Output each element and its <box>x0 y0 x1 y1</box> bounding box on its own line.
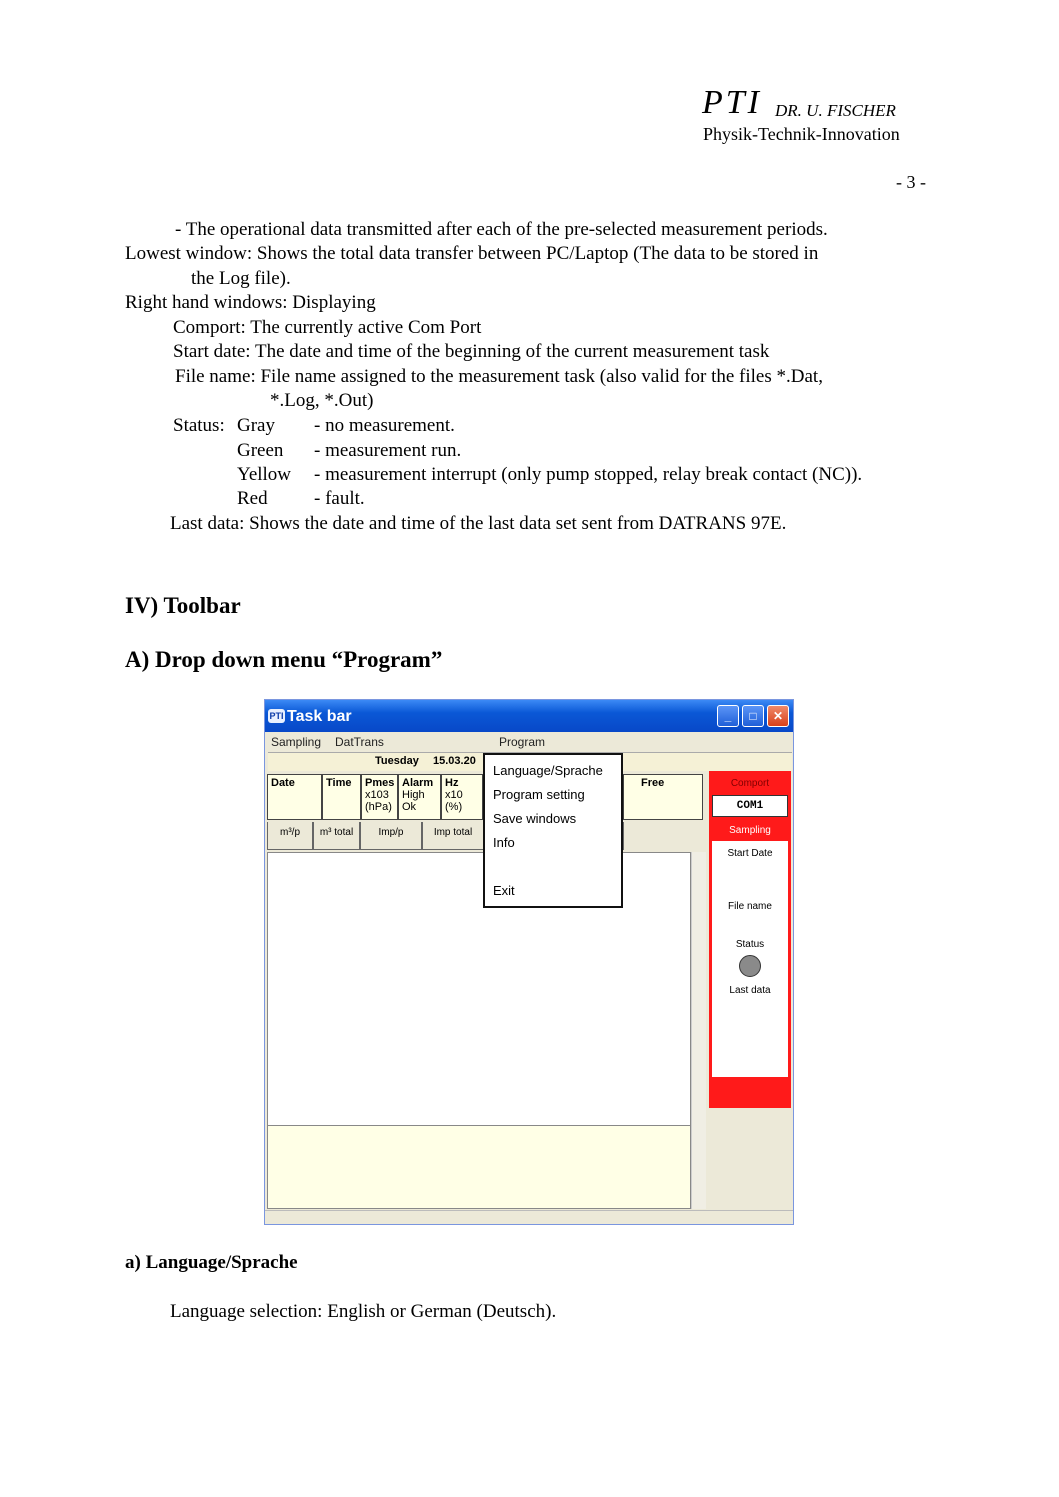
status-desc: - no measurement. <box>314 415 455 436</box>
status-desc: - measurement run. <box>314 440 462 461</box>
maximize-button[interactable]: □ <box>742 705 764 727</box>
section-title: IV) Toolbar <box>125 593 241 618</box>
log-scrollbar[interactable] <box>691 1125 706 1209</box>
status-color: Green <box>237 440 284 461</box>
status-details-box <box>712 841 788 1077</box>
program-dropdown-menu <box>483 753 623 908</box>
menu-item-exit[interactable]: Exit <box>493 883 515 898</box>
menu-bar <box>265 732 793 752</box>
date-day: Tuesday <box>375 755 419 767</box>
menu-item-save-windows[interactable]: Save windows <box>493 811 577 826</box>
subsubsection-title: a) Language/Sprache <box>125 1252 298 1273</box>
column-header-date: Date <box>267 774 322 820</box>
text-line: Lowest window: Shows the total data transfer between PC/Laptop (The data to be stored in <box>125 243 819 264</box>
status-desc: - fault. <box>314 488 365 509</box>
status-led-icon <box>739 955 761 977</box>
text-line: Last data: Shows the date and time of the last data set sent from DATRANS 97E. <box>170 513 787 534</box>
menu-item-language[interactable]: Language/Sprache <box>493 763 603 778</box>
window-title: Task bar <box>287 708 352 725</box>
log-area[interactable] <box>267 1125 691 1209</box>
status-color: Gray <box>237 415 275 436</box>
unit-imp-per-pulse: Imp/p <box>360 822 422 850</box>
status-panel <box>709 771 791 1108</box>
column-header-free: Free <box>623 774 703 820</box>
text-line: - The operational data transmitted after each of the pre-selected measurement periods. <box>175 219 828 240</box>
text-line: the Log file). <box>191 268 291 289</box>
status-label: Status: <box>173 415 225 436</box>
title-bar[interactable] <box>265 700 793 732</box>
menu-program[interactable]: Program <box>499 735 546 749</box>
menu-item-info[interactable]: Info <box>493 835 515 850</box>
close-button[interactable]: ✕ <box>767 705 789 727</box>
data-scrollbar[interactable] <box>691 852 706 1125</box>
text-line: Start date: The date and time of the beginning of the current measurement task <box>173 341 770 362</box>
last-data-label: Last data <box>729 985 771 996</box>
sampling-label: Sampling <box>729 825 771 836</box>
language-description: Language selection: English or German (Deutsch). <box>170 1301 557 1322</box>
author-name: DR. U. FISCHER <box>775 101 896 120</box>
start-date-label: Start Date <box>727 848 773 859</box>
taskbar-window <box>264 699 794 1225</box>
app-icon: PTI <box>269 711 284 721</box>
status-color: Red <box>237 488 268 509</box>
company-subtitle: Physik-Technik-Innovation <box>703 124 900 144</box>
text-line: *.Log, *.Out) <box>270 390 374 411</box>
column-header-hz: Hz x10 (%) <box>441 774 483 820</box>
page-number: - 3 - <box>896 172 926 192</box>
subsection-title: A) Drop down menu “Program” <box>125 647 443 672</box>
unit-imp-total: Imp total <box>422 822 484 850</box>
column-header-pmes: Pmes x103 (hPa) <box>361 774 398 820</box>
minimize-button[interactable]: _ <box>717 705 739 727</box>
column-header-alarm: Alarm High Ok <box>398 774 441 820</box>
file-name-label: File name <box>728 901 772 912</box>
date-value: 15.03.20 <box>433 755 476 767</box>
column-header-time: Time <box>322 774 361 820</box>
text-line: File name: File name assigned to the measurement task (also valid for the files *.Dat, <box>175 366 823 387</box>
menu-item-program-setting[interactable]: Program setting <box>493 787 585 802</box>
unit-m3-total: m³ total <box>313 822 360 850</box>
menu-dattrans[interactable]: DatTrans <box>335 735 384 749</box>
comport-value-box <box>712 795 788 817</box>
unit-m3-per-pulse: m³/p <box>267 822 313 850</box>
data-list-area[interactable] <box>267 852 691 1126</box>
text-line: Right hand windows: Displaying <box>125 292 376 313</box>
status-label-panel: Status <box>735 939 765 950</box>
menu-sampling[interactable]: Sampling <box>271 735 322 749</box>
comport-value: COM1 <box>736 800 764 812</box>
status-color: Yellow <box>237 464 292 485</box>
company-logo: PTI <box>702 84 762 121</box>
text-line: Comport: The currently active Com Port <box>173 317 482 338</box>
comport-label: Comport <box>730 778 770 789</box>
window-status-bar <box>265 1210 793 1225</box>
status-desc: - measurement interrupt (only pump stopped, relay break contact (NC)). <box>314 464 863 485</box>
